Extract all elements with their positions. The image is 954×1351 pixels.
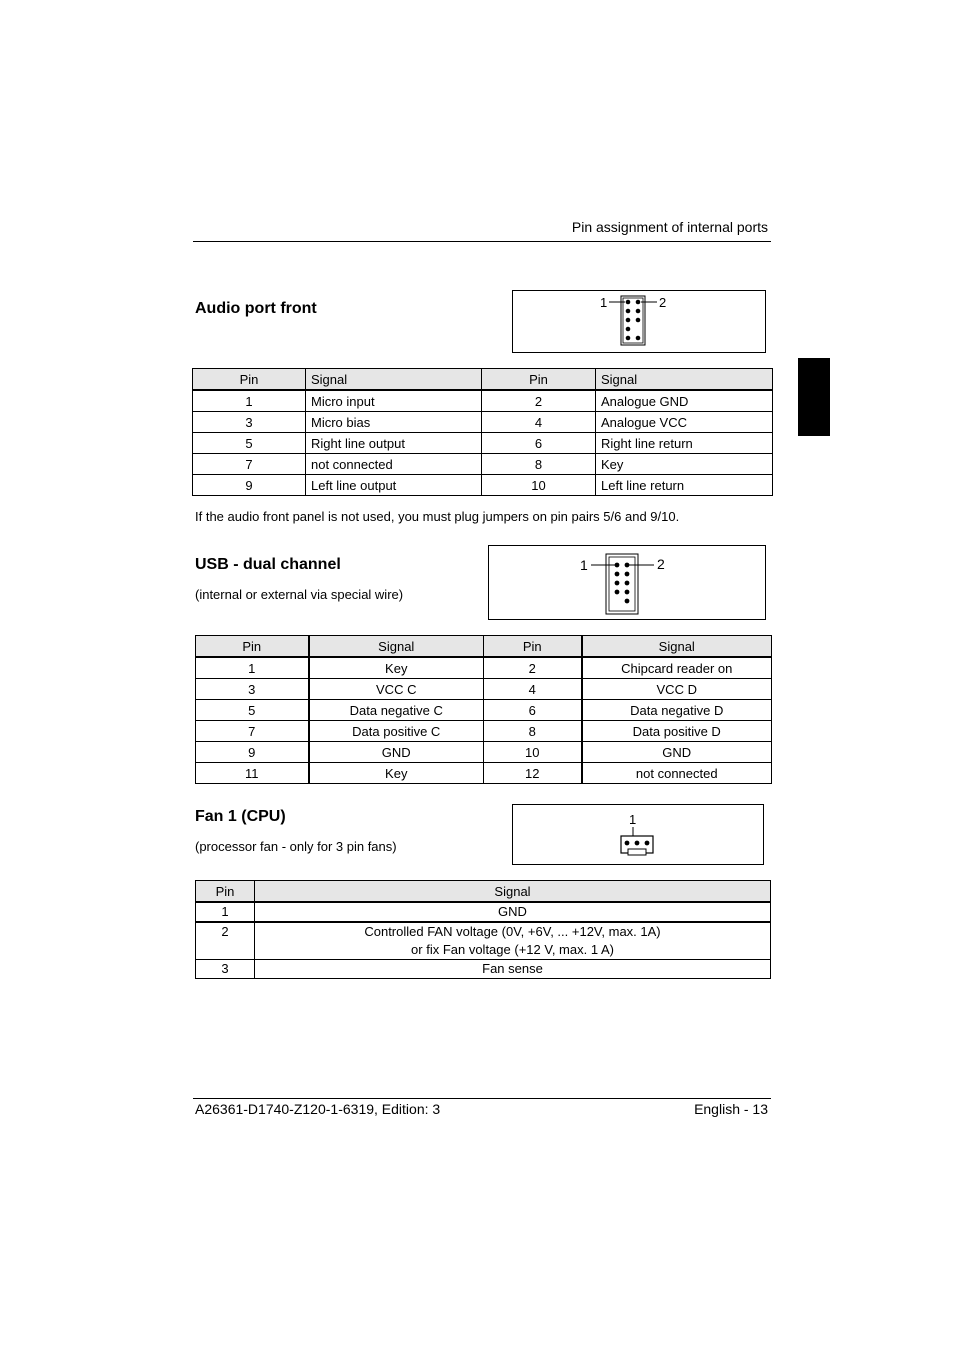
usb-connector-icon [489, 546, 765, 619]
fan-pin-table [195, 880, 771, 979]
table-cell: Analogue VCC [596, 412, 773, 433]
table-row [196, 721, 772, 742]
table-cell: 1 [193, 390, 306, 412]
fan-pin1-label: 1 [629, 812, 637, 827]
language-tab-marker [798, 358, 830, 436]
table-row [196, 742, 772, 763]
table-row [196, 763, 772, 784]
table-cell: VCC C [309, 679, 484, 700]
table-cell: Right line output [306, 433, 482, 454]
table-cell: 5 [193, 433, 306, 454]
table-cell: GND [582, 742, 772, 763]
table-cell: 7 [196, 721, 309, 742]
audio-pin-table [192, 368, 773, 496]
table-row [193, 475, 773, 496]
usb-pin-table [195, 635, 772, 784]
header-cell: Pin [196, 881, 255, 903]
table-cell: 1 [196, 902, 255, 922]
table-cell: 10 [484, 742, 582, 763]
audio-pin2-label: 2 [659, 295, 667, 310]
table-cell: Right line return [596, 433, 773, 454]
table-row [196, 700, 772, 721]
table-cell: 4 [484, 679, 582, 700]
table-header-row [196, 636, 772, 658]
table-cell: 3 [193, 412, 306, 433]
table-cell: Key [309, 657, 484, 679]
header-divider [193, 241, 771, 242]
audio-jumper-note: If the audio front panel is not used, you must plug jumpers on pin pairs 5/6 and 9/10. [195, 509, 680, 524]
footer-page-number: English - 13 [694, 1101, 768, 1117]
table-cell: Left line output [306, 475, 482, 496]
table-cell: Chipcard reader on [582, 657, 772, 679]
table-row [196, 922, 771, 960]
table-cell: Data positive D [582, 721, 772, 742]
table-row [196, 902, 771, 922]
fan-signal-line1: Controlled FAN voltage (0V, +6V, ... +12V, max. 1A) [364, 924, 661, 939]
table-row [193, 390, 773, 412]
usb-section-subtitle: (internal or external via special wire) [195, 587, 404, 602]
header-cell: Signal [255, 881, 771, 903]
table-cell: Analogue GND [596, 390, 773, 412]
table-cell [255, 922, 771, 960]
table-cell: 12 [484, 763, 582, 784]
table-cell: Left line return [596, 475, 773, 496]
table-cell: Key [309, 763, 484, 784]
table-cell: 8 [482, 454, 596, 475]
usb-pin1-label: 1 [580, 557, 588, 573]
fan-section-title: Fan 1 (CPU) [195, 808, 286, 825]
table-cell: 2 [484, 657, 582, 679]
table-cell: 2 [196, 922, 255, 960]
table-row [193, 433, 773, 454]
table-cell: 5 [196, 700, 309, 721]
fan-section-subtitle: (processor fan - only for 3 pin fans) [195, 839, 397, 854]
table-cell: 9 [193, 475, 306, 496]
table-cell: Micro input [306, 390, 482, 412]
table-cell: VCC D [582, 679, 772, 700]
header-cell: Pin [482, 369, 596, 391]
table-cell: 6 [484, 700, 582, 721]
table-row [196, 960, 771, 979]
footer-document-id: A26361-D1740-Z120-1-6319, Edition: 3 [195, 1101, 441, 1117]
table-cell: 1 [196, 657, 309, 679]
table-cell: not connected [306, 454, 482, 475]
table-row [193, 412, 773, 433]
table-header-row [196, 881, 771, 903]
audio-connector-diagram [512, 290, 766, 353]
fan-signal-line2: or fix Fan voltage (+12 V, max. 1 A) [411, 942, 614, 957]
table-row [193, 454, 773, 475]
footer-divider [193, 1098, 771, 1099]
table-cell: 9 [196, 742, 309, 763]
fan-connector-icon [513, 805, 763, 864]
header-cell: Signal [309, 636, 484, 658]
table-cell: 3 [196, 960, 255, 979]
table-cell: not connected [582, 763, 772, 784]
table-cell: 10 [482, 475, 596, 496]
table-cell: Micro bias [306, 412, 482, 433]
table-cell: Data negative D [582, 700, 772, 721]
table-cell: GND [255, 902, 771, 922]
audio-connector-icon [513, 291, 765, 352]
fan-connector-diagram [512, 804, 764, 865]
usb-connector-diagram [488, 545, 766, 620]
table-cell: 11 [196, 763, 309, 784]
table-cell: 4 [482, 412, 596, 433]
table-cell: Data positive C [309, 721, 484, 742]
table-row [196, 679, 772, 700]
header-cell: Pin [193, 369, 306, 391]
usb-pin2-label: 2 [657, 556, 665, 572]
table-cell: Key [596, 454, 773, 475]
page-header-title: Pin assignment of internal ports [571, 219, 768, 235]
table-cell: 7 [193, 454, 306, 475]
audio-pin1-label: 1 [600, 295, 608, 310]
table-cell: Fan sense [255, 960, 771, 979]
header-cell: Signal [596, 369, 773, 391]
header-cell: Pin [484, 636, 582, 658]
table-cell: 3 [196, 679, 309, 700]
table-cell: Data negative C [309, 700, 484, 721]
table-cell: 6 [482, 433, 596, 454]
table-row [196, 657, 772, 679]
audio-section-title: Audio port front [195, 300, 317, 317]
table-cell: 2 [482, 390, 596, 412]
header-cell: Pin [196, 636, 309, 658]
table-cell: GND [309, 742, 484, 763]
header-cell: Signal [582, 636, 772, 658]
header-cell: Signal [306, 369, 482, 391]
table-cell: 8 [484, 721, 582, 742]
table-header-row [193, 369, 773, 391]
usb-section-title: USB - dual channel [195, 556, 341, 573]
